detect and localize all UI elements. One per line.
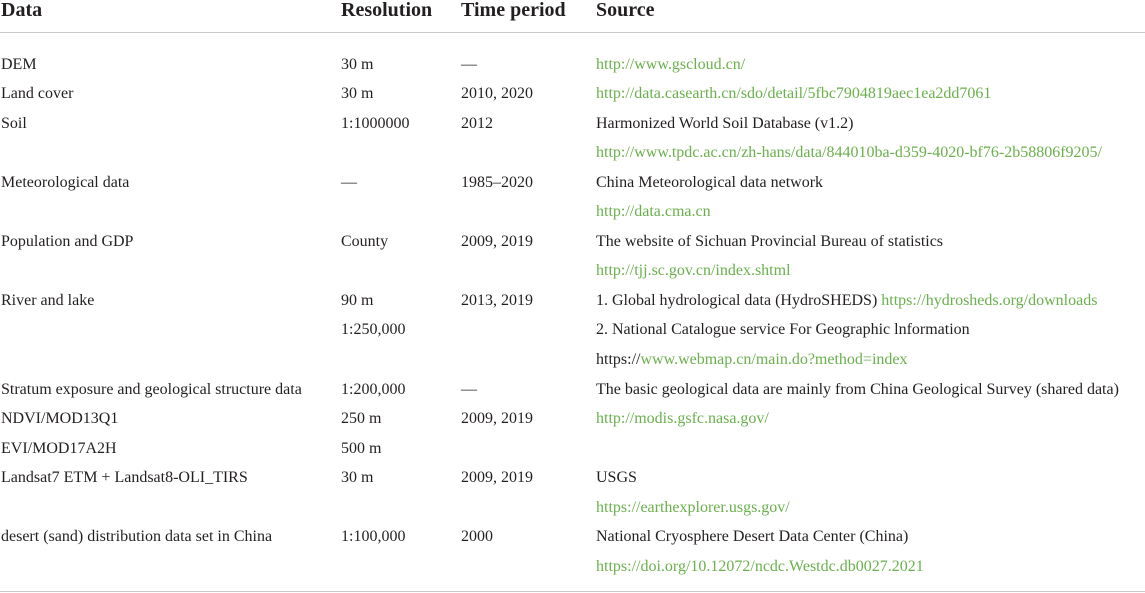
cell-data: River and lake xyxy=(1,291,95,309)
cell-time-period: 1985–2020 xyxy=(461,173,533,191)
cell-source xyxy=(596,375,1119,405)
cell-data: EVI/MOD17A2H xyxy=(1,439,117,457)
cell-resolution: 1:200,000 xyxy=(341,380,406,398)
cell-data: Population and GDP xyxy=(1,232,134,250)
cell-data: Soil xyxy=(1,114,27,132)
cell-resolution: 1:250,000 xyxy=(341,321,406,339)
cell-time-period: 2013, 2019 xyxy=(461,291,533,309)
cell-resolution: 30 m xyxy=(341,85,374,103)
cell-source xyxy=(596,79,991,109)
header-source: Source xyxy=(596,0,655,21)
cell-time-period: — xyxy=(461,380,477,398)
cell-resolution: 500 m xyxy=(341,439,382,457)
cell-resolution: 1:100,000 xyxy=(341,528,406,546)
cell-data: Landsat7 ETM + Landsat8-OLI_TIRS xyxy=(1,469,248,487)
cell-resolution: 30 m xyxy=(341,55,374,73)
source-link[interactable]: https://doi.org/10.12072/ncdc.Westdc.db0027.2021 xyxy=(596,557,924,575)
header-time-period: Time period xyxy=(461,0,566,21)
cell-source xyxy=(596,256,791,286)
cell-source xyxy=(596,522,908,552)
cell-resolution: 1:1000000 xyxy=(341,114,410,132)
cell-source xyxy=(596,138,1102,168)
cell-time-period: — xyxy=(461,55,477,73)
cell-source xyxy=(596,315,970,345)
header-resolution: Resolution xyxy=(341,0,433,21)
cell-source xyxy=(596,493,790,523)
source-text: 1. Global hydrological data (HydroSHEDS) xyxy=(596,291,882,309)
source-link[interactable]: http://www.gscloud.cn/ xyxy=(596,55,746,73)
cell-source xyxy=(596,286,1097,316)
cell-resolution: County xyxy=(341,232,389,250)
source-link[interactable]: http://tjj.sc.gov.cn/index.shtml xyxy=(596,262,791,280)
cell-time-period: 2009, 2019 xyxy=(461,232,533,250)
cell-data: Meteorological data xyxy=(1,173,130,191)
cell-source xyxy=(596,463,637,493)
cell-source xyxy=(596,404,769,434)
source-text: National Cryosphere Desert Data Center (China) xyxy=(596,528,909,546)
source-text: China Meteorological data network xyxy=(596,173,824,191)
cell-source xyxy=(596,197,711,227)
cell-time-period: 2010, 2020 xyxy=(461,85,533,103)
cell-data: NDVI/MOD13Q1 xyxy=(1,410,119,428)
cell-resolution: 30 m xyxy=(341,469,374,487)
source-text: USGS xyxy=(596,469,637,487)
source-link[interactable]: http://data.cma.cn xyxy=(596,203,711,221)
header-data: Data xyxy=(1,0,43,21)
cell-source xyxy=(596,168,823,198)
cell-time-period: 2012 xyxy=(461,114,493,132)
cell-time-period: 2009, 2019 xyxy=(461,410,533,428)
source-text: Harmonized World Soil Database (v1.2) xyxy=(596,114,854,132)
source-text: The basic geological data are mainly from China Geological Survey (shared data) xyxy=(596,380,1119,398)
source-text: The website of Sichuan Provincial Bureau of statistics xyxy=(596,232,944,250)
cell-source xyxy=(596,50,745,80)
source-link[interactable]: https://hydrosheds.org/downloads xyxy=(881,291,1098,309)
cell-source xyxy=(596,109,853,139)
cell-resolution: 90 m xyxy=(341,291,374,309)
table-header xyxy=(0,0,1145,33)
cell-source xyxy=(596,227,943,257)
source-link[interactable]: www.webmap.cn/main.do?method=index xyxy=(640,351,908,368)
source-text: 2. National Catalogue service For Geographic lnformation xyxy=(596,321,970,339)
source-text: https:// xyxy=(596,351,641,368)
cell-data: DEM xyxy=(1,55,37,73)
cell-source xyxy=(596,552,924,582)
cell-source xyxy=(596,345,907,375)
source-link[interactable]: http://modis.gsfc.nasa.gov/ xyxy=(596,410,769,428)
source-link[interactable]: http://data.casearth.cn/sdo/detail/5fbc7904819aec1ea2dd7061 xyxy=(596,85,992,103)
cell-data: Stratum exposure and geological structure data xyxy=(1,380,302,398)
cell-resolution: 250 m xyxy=(341,410,382,428)
cell-resolution: — xyxy=(341,173,357,191)
cell-time-period: 2009, 2019 xyxy=(461,469,533,487)
bottom-rule xyxy=(0,591,1145,592)
source-link[interactable]: http://www.tpdc.ac.cn/zh-hans/data/844010ba-d359-4020-bf76-2b58806f9205/ xyxy=(596,144,1102,162)
cell-time-period: 2000 xyxy=(461,528,493,546)
source-link[interactable]: https://earthexplorer.usgs.gov/ xyxy=(596,498,790,516)
cell-data: Land cover xyxy=(1,85,74,103)
cell-data: desert (sand) distribution data set in China xyxy=(1,528,273,546)
